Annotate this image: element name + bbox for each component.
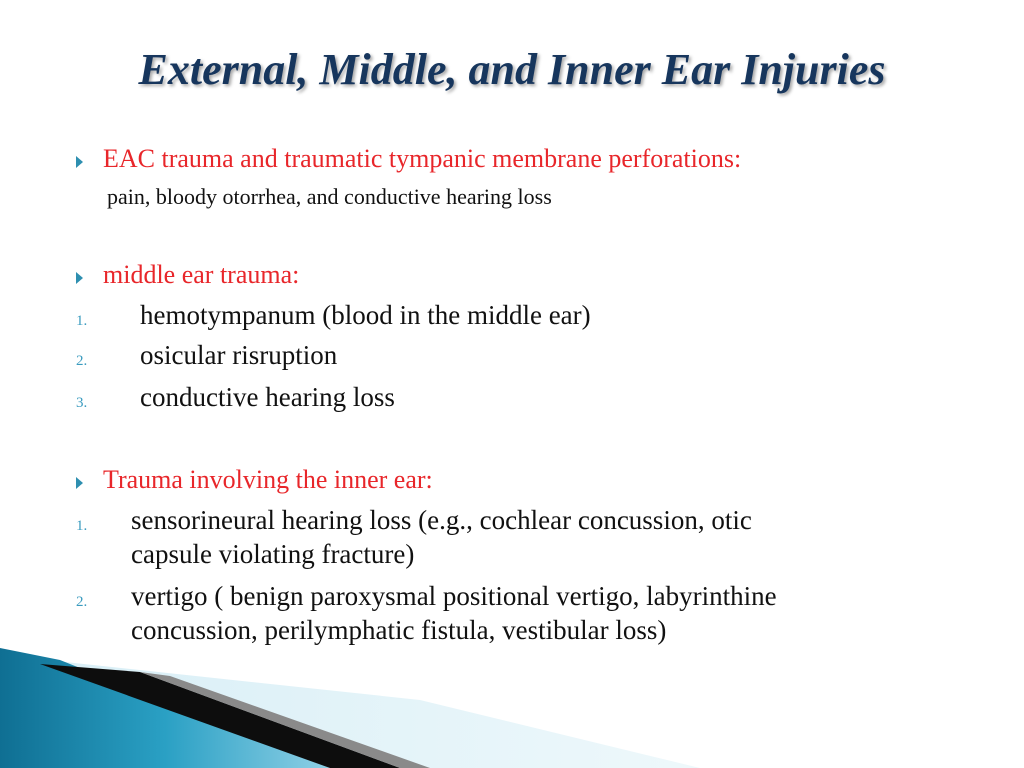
list-item: conductive hearing loss (140, 382, 395, 412)
list-number: 2. (76, 353, 88, 369)
section-heading-inner-ear: Trauma involving the inner ear: (103, 465, 433, 494)
list-number: 3. (76, 395, 88, 411)
list-item-line: concussion, perilymphatic fistula, vestibular loss) (131, 615, 667, 645)
list-item-line: vertigo ( benign paroxysmal positional vertigo, labyrinthine (131, 581, 777, 611)
list-item-line: sensorineural hearing loss (e.g., cochlear concussion, otic (131, 505, 752, 535)
slide-title: External, Middle, and Inner Ear Injuries (138, 45, 886, 94)
triangle-bullet-icon (76, 156, 83, 168)
list-item: osicular risruption (140, 340, 338, 370)
section-heading-eac: EAC trauma and traumatic tympanic membrane perforations: (103, 144, 742, 173)
list-number: 1. (76, 518, 88, 534)
triangle-bullet-icon (76, 477, 83, 489)
section-detail-eac: pain, bloody otorrhea, and conductive hearing loss (107, 184, 552, 209)
list-item: hemotympanum (blood in the middle ear) (140, 300, 591, 330)
list-item-line: capsule violating fracture) (131, 539, 415, 569)
list-number: 2. (76, 594, 88, 610)
section-heading-middle-ear: middle ear trauma: (103, 260, 300, 289)
list-number: 1. (76, 313, 88, 329)
triangle-bullet-icon (76, 272, 83, 284)
